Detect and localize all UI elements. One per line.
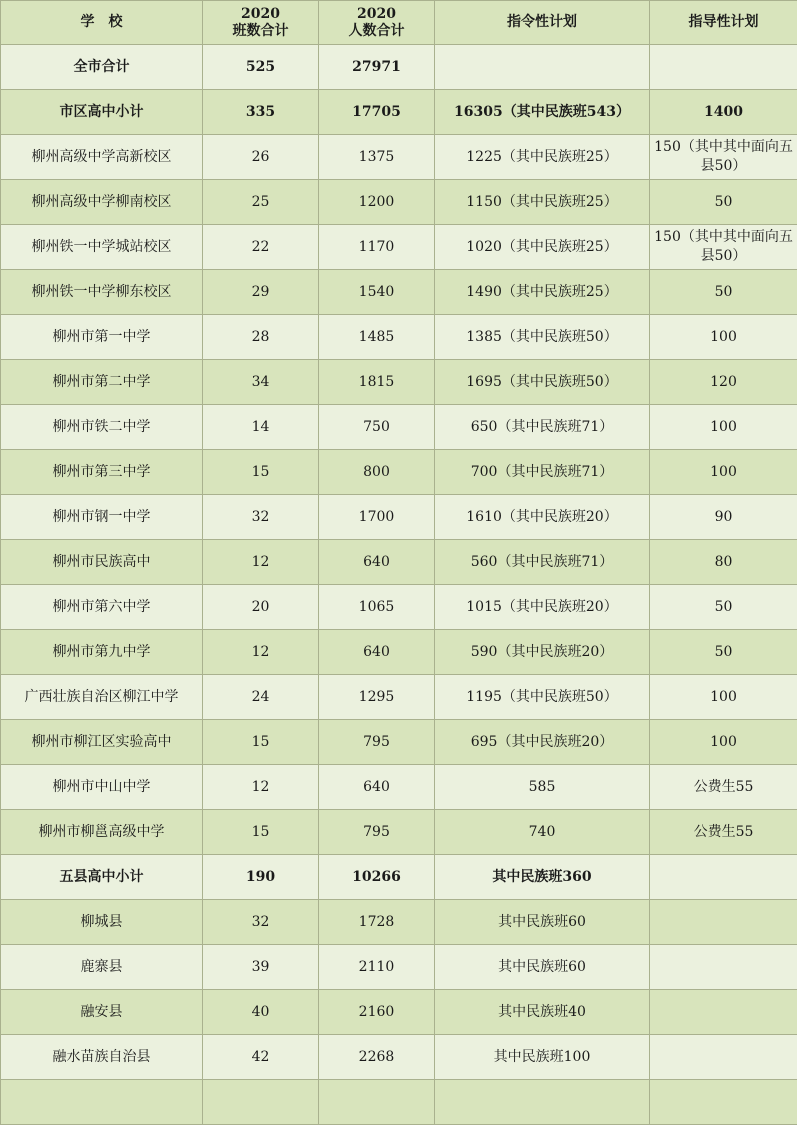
school-name-cell: 柳州市柳江区实验高中 xyxy=(1,720,203,765)
class-count-cell: 28 xyxy=(203,315,319,360)
table-row xyxy=(1,450,797,495)
class-count-cell: 190 xyxy=(203,855,319,900)
directive-plan-cell: 1225（其中民族班25） xyxy=(435,135,650,180)
school-name-cell: 柳州市钢一中学 xyxy=(1,495,203,540)
directive-plan-cell: 700（其中民族班71） xyxy=(435,450,650,495)
class-count-cell: 335 xyxy=(203,90,319,135)
class-count-cell: 26 xyxy=(203,135,319,180)
student-count-cell: 1485 xyxy=(319,315,435,360)
school-name-cell: 柳州高级中学柳南校区 xyxy=(1,180,203,225)
directive-plan-cell: 650（其中民族班71） xyxy=(435,405,650,450)
student-count-cell: 1295 xyxy=(319,675,435,720)
directive-plan-column-header: 指令性计划 xyxy=(435,1,650,45)
guidance-plan-cell xyxy=(650,990,797,1035)
class-count-cell: 24 xyxy=(203,675,319,720)
school-name-cell: 柳州市第六中学 xyxy=(1,585,203,630)
directive-plan-cell: 1150（其中民族班25） xyxy=(435,180,650,225)
guidance-plan-cell xyxy=(650,900,797,945)
directive-plan-cell xyxy=(435,45,650,90)
student-count-cell: 10266 xyxy=(319,855,435,900)
student-count-cell: 1170 xyxy=(319,225,435,270)
table-row xyxy=(1,495,797,540)
people-column-header: 2020 人数合计 xyxy=(319,1,435,45)
guidance-plan-cell xyxy=(650,1035,797,1080)
school-name-cell: 融安县 xyxy=(1,990,203,1035)
guidance-plan-cell: 80 xyxy=(650,540,797,585)
class-count-cell: 22 xyxy=(203,225,319,270)
guidance-plan-cell: 150（其中其中面向五县50） xyxy=(650,135,797,180)
table-row xyxy=(1,315,797,360)
school-name-cell: 柳州市第三中学 xyxy=(1,450,203,495)
guidance-plan-cell: 50 xyxy=(650,180,797,225)
guidance-plan-column-header: 指导性计划 xyxy=(650,1,797,45)
header-row xyxy=(1,1,797,45)
student-count-cell: 2110 xyxy=(319,945,435,990)
guidance-plan-cell: 100 xyxy=(650,720,797,765)
student-count-cell: 640 xyxy=(319,765,435,810)
directive-plan-cell: 其中民族班40 xyxy=(435,990,650,1035)
student-count-cell: 795 xyxy=(319,810,435,855)
directive-plan-cell: 1385（其中民族班50） xyxy=(435,315,650,360)
guidance-plan-cell: 公费生55 xyxy=(650,810,797,855)
directive-plan-cell: 其中民族班360 xyxy=(435,855,650,900)
class-count-cell: 12 xyxy=(203,540,319,585)
student-count-cell: 1540 xyxy=(319,270,435,315)
school-name-cell: 市区高中小计 xyxy=(1,90,203,135)
student-count-cell: 17705 xyxy=(319,90,435,135)
table-row xyxy=(1,540,797,585)
class-count-cell: 25 xyxy=(203,180,319,225)
student-count-cell: 1728 xyxy=(319,900,435,945)
class-count-cell: 12 xyxy=(203,630,319,675)
directive-plan-cell: 其中民族班60 xyxy=(435,945,650,990)
student-count-cell: 2160 xyxy=(319,990,435,1035)
directive-plan-cell: 其中民族班100 xyxy=(435,1035,650,1080)
class-count-cell: 34 xyxy=(203,360,319,405)
school-name-cell: 柳州市第一中学 xyxy=(1,315,203,360)
guidance-plan-cell: 50 xyxy=(650,630,797,675)
class-count-cell: 40 xyxy=(203,990,319,1035)
table-row xyxy=(1,135,797,180)
guidance-plan-cell: 150（其中其中面向五县50） xyxy=(650,225,797,270)
table-row xyxy=(1,720,797,765)
table-row xyxy=(1,855,797,900)
school-name-cell: 柳州市柳邕高级中学 xyxy=(1,810,203,855)
school-name-cell: 广西壮族自治区柳江中学 xyxy=(1,675,203,720)
student-count-cell: 1375 xyxy=(319,135,435,180)
school-name-cell: 全市合计 xyxy=(1,45,203,90)
table-row xyxy=(1,990,797,1035)
table-row xyxy=(1,45,797,90)
student-count-cell: 750 xyxy=(319,405,435,450)
guidance-plan-cell: 公费生55 xyxy=(650,765,797,810)
guidance-plan-cell xyxy=(650,855,797,900)
school-name-cell: 柳州铁一中学柳东校区 xyxy=(1,270,203,315)
table-body xyxy=(1,45,797,1125)
table-row xyxy=(1,900,797,945)
guidance-plan-cell: 120 xyxy=(650,360,797,405)
table-row xyxy=(1,90,797,135)
directive-plan-cell: 1610（其中民族班20） xyxy=(435,495,650,540)
school-name-cell: 融水苗族自治县 xyxy=(1,1035,203,1080)
guidance-plan-cell: 100 xyxy=(650,315,797,360)
table-row xyxy=(1,1035,797,1080)
class-count-cell: 15 xyxy=(203,720,319,765)
school-name-cell: 柳州高级中学高新校区 xyxy=(1,135,203,180)
table-row xyxy=(1,585,797,630)
student-count-cell: 2268 xyxy=(319,1035,435,1080)
student-count-cell: 795 xyxy=(319,720,435,765)
class-count-cell: 525 xyxy=(203,45,319,90)
directive-plan-cell: 1195（其中民族班50） xyxy=(435,675,650,720)
directive-plan-cell: 585 xyxy=(435,765,650,810)
school-name-cell: 柳州市中山中学 xyxy=(1,765,203,810)
student-count-cell: 640 xyxy=(319,630,435,675)
directive-plan-cell: 16305（其中民族班543） xyxy=(435,90,650,135)
school-name-cell: 柳城县 xyxy=(1,900,203,945)
table-row xyxy=(1,630,797,675)
guidance-plan-cell: 1400 xyxy=(650,90,797,135)
directive-plan-cell: 其中民族班60 xyxy=(435,900,650,945)
student-count-cell: 1200 xyxy=(319,180,435,225)
directive-plan-cell: 1695（其中民族班50） xyxy=(435,360,650,405)
guidance-plan-cell xyxy=(650,45,797,90)
directive-plan-cell: 1015（其中民族班20） xyxy=(435,585,650,630)
school-name-cell: 五县高中小计 xyxy=(1,855,203,900)
table-row xyxy=(1,765,797,810)
table-row xyxy=(1,405,797,450)
student-count-cell: 1065 xyxy=(319,585,435,630)
guidance-plan-cell: 100 xyxy=(650,450,797,495)
classes-column-header: 2020 班数合计 xyxy=(203,1,319,45)
school-column-header: 学 校 xyxy=(1,1,203,45)
guidance-plan-cell: 50 xyxy=(650,270,797,315)
guidance-plan-cell: 50 xyxy=(650,585,797,630)
class-count-cell: 39 xyxy=(203,945,319,990)
class-count-cell: 32 xyxy=(203,495,319,540)
table-row xyxy=(1,360,797,405)
student-count-cell: 1700 xyxy=(319,495,435,540)
directive-plan-cell: 740 xyxy=(435,810,650,855)
guidance-plan-cell: 100 xyxy=(650,675,797,720)
school-name-cell: 鹿寨县 xyxy=(1,945,203,990)
directive-plan-cell: 1020（其中民族班25） xyxy=(435,225,650,270)
directive-plan-cell: 590（其中民族班20） xyxy=(435,630,650,675)
table-row xyxy=(1,810,797,855)
student-count-cell: 640 xyxy=(319,540,435,585)
class-count-cell: 14 xyxy=(203,405,319,450)
table-row xyxy=(1,180,797,225)
school-name-cell: 柳州市民族高中 xyxy=(1,540,203,585)
class-count-cell: 29 xyxy=(203,270,319,315)
school-name-cell: 柳州市第九中学 xyxy=(1,630,203,675)
class-count-cell: 42 xyxy=(203,1035,319,1080)
directive-plan-cell: 695（其中民族班20） xyxy=(435,720,650,765)
guidance-plan-cell xyxy=(650,945,797,990)
student-count-cell: 27971 xyxy=(319,45,435,90)
directive-plan-cell: 560（其中民族班71） xyxy=(435,540,650,585)
guidance-plan-cell: 90 xyxy=(650,495,797,540)
table-row xyxy=(1,225,797,270)
school-name-cell: 柳州铁一中学城站校区 xyxy=(1,225,203,270)
school-name-cell: 柳州市铁二中学 xyxy=(1,405,203,450)
student-count-cell: 1815 xyxy=(319,360,435,405)
class-count-cell: 20 xyxy=(203,585,319,630)
class-count-cell: 12 xyxy=(203,765,319,810)
table-row xyxy=(1,270,797,315)
guidance-plan-cell: 100 xyxy=(650,405,797,450)
directive-plan-cell: 1490（其中民族班25） xyxy=(435,270,650,315)
student-count-cell: 800 xyxy=(319,450,435,495)
class-count-cell: 15 xyxy=(203,810,319,855)
class-count-cell: 15 xyxy=(203,450,319,495)
table-row xyxy=(1,945,797,990)
class-count-cell: 32 xyxy=(203,900,319,945)
table-row xyxy=(1,675,797,720)
school-name-cell: 柳州市第二中学 xyxy=(1,360,203,405)
